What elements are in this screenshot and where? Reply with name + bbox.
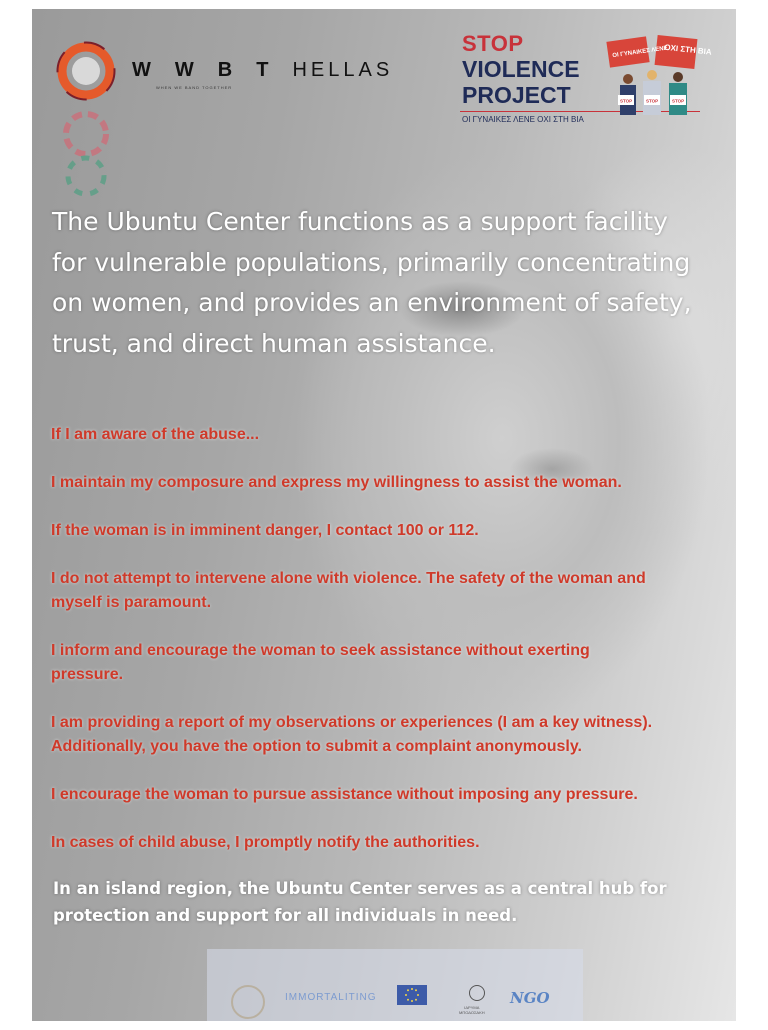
faded-ring-decoration (56, 104, 126, 204)
stop-violence-project-logo (460, 31, 713, 141)
logo-violence-word: VIOLENCE (462, 56, 580, 82)
intro-headline: The Ubuntu Center functions as a support facility for vulnerable populations, primarily concentrating on women, and provides an environment of safety, trust, and direct human assistance. (52, 207, 692, 358)
brand-letter-b: B (217, 59, 235, 81)
poster (32, 9, 736, 1021)
eu-flag-icon (397, 985, 427, 1005)
step-item: I do not attempt to intervene alone with violence. The safety of the woman and myself is paramount. (51, 570, 646, 611)
step-item: I am providing a report of my observations or experiences (I am a key witness). Additionally, you have the option to submit a complaint anonymously. (51, 714, 653, 755)
brand-name (132, 59, 393, 82)
logo-project-word: PROJECT (462, 82, 571, 108)
sponsor-logos-strip (207, 949, 583, 1021)
step-item: I inform and encourage the woman to seek assistance without exerting pressure. (51, 642, 590, 683)
circular-seal-icon (231, 985, 265, 1019)
ngo-logo: NGO (510, 989, 550, 1007)
guidance-steps (51, 423, 721, 855)
wwbt-hellas-logo (56, 37, 394, 107)
step-item: I encourage the woman to pursue assistance without imposing any pressure. (51, 786, 638, 803)
protesting-women-illustration (606, 35, 713, 125)
step-item: I maintain my composure and express my willingness to assist the woman. (51, 474, 622, 491)
immortaliting-logo: IMMORTALITING (285, 992, 377, 1003)
sign-left-text: ΟΙ ΓΥΝΑΙΚΕΣ ΛΕΝΕ (612, 45, 668, 60)
placard-text-3: STOP (672, 98, 685, 104)
brand-letter-t: T (256, 59, 271, 81)
brand-tagline: WHEN WE BAND TOGETHER (156, 85, 233, 90)
brand-suffix: HELLAS (292, 59, 394, 81)
logo-caption: ΟΙ ΓΥΝΑΙΚΕΣ ΛΕΝΕ ΟΧΙ ΣΤΗ ΒΙΑ (462, 115, 584, 124)
step-item: If I am aware of the abuse... (51, 426, 260, 443)
foundation-caption: ΙΔΡΥΜΑ ΜΠΟΔΟΣΑΚΗ (459, 1005, 485, 1015)
placard-text-1: STOP (620, 98, 633, 104)
lifebuoy-ring-icon (56, 41, 116, 101)
step-item: In cases of child abuse, I promptly notify the authorities. (51, 834, 480, 851)
foundation-emblem-icon (469, 985, 485, 1001)
brand-letter-w1: W (132, 59, 153, 81)
step-item: If the woman is in imminent danger, I contact 100 or 112. (51, 522, 479, 539)
logo-stop-word: STOP (462, 31, 524, 56)
brand-letter-w2: W (174, 59, 196, 81)
placard-text-2: STOP (646, 98, 659, 104)
closing-statement: In an island region, the Ubuntu Center serves as a central hub for protection and support for all individuals in need. (53, 879, 667, 925)
sign-right-text: ΟΧΙ ΣΤΗ ΒΙΑ (663, 42, 713, 57)
